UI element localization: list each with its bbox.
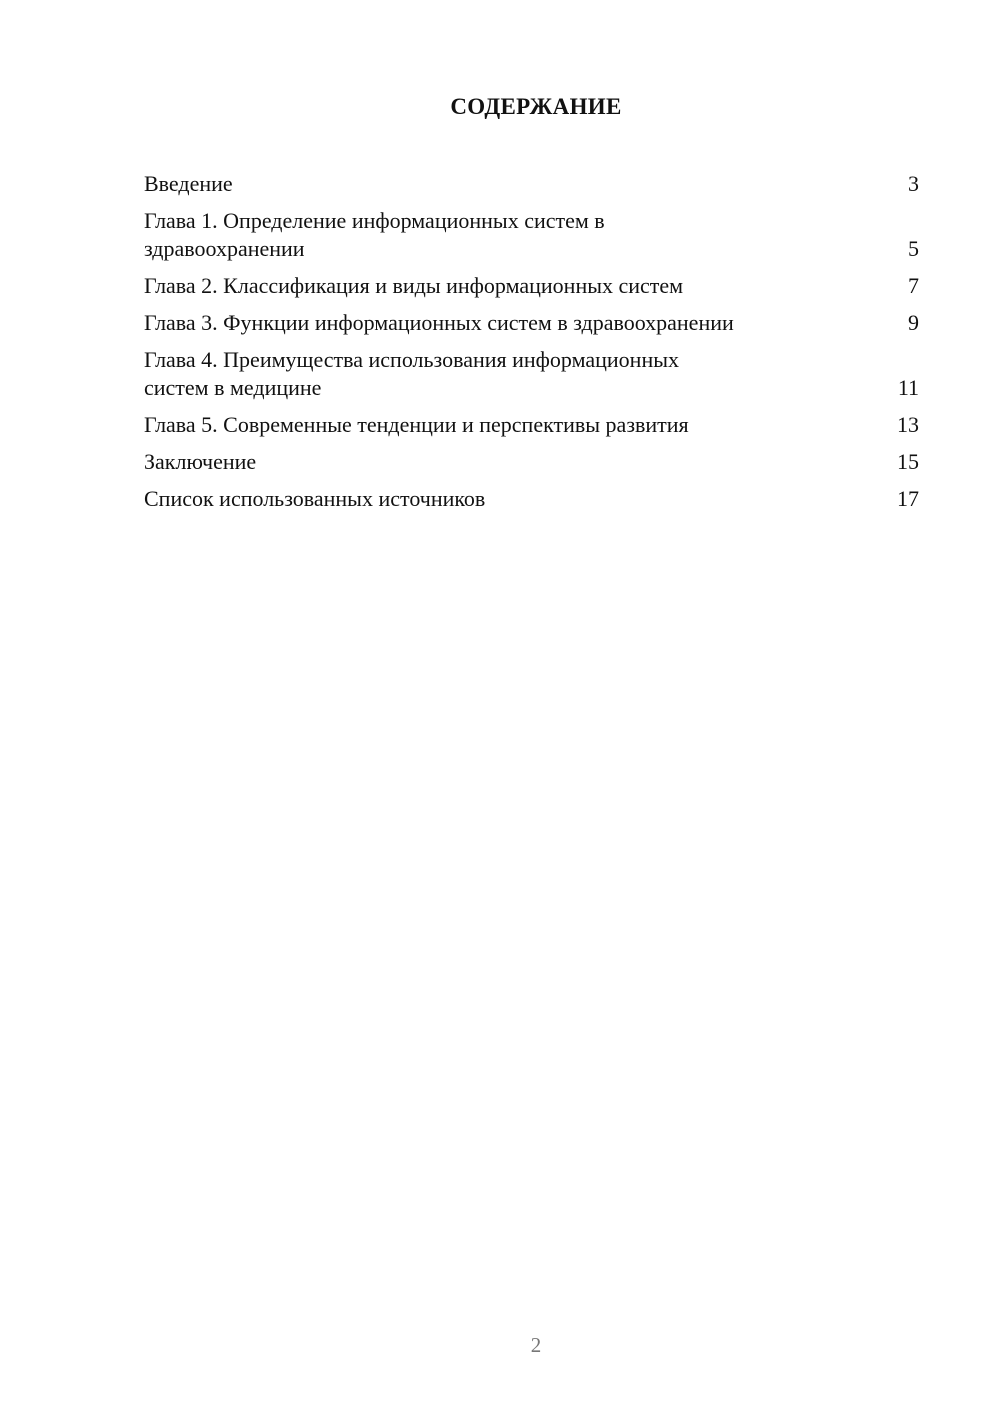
toc-entry-text: Глава 1. Определение информационных систем в здравоохранении xyxy=(144,208,605,261)
toc-entry-chapter-5 xyxy=(144,411,919,439)
toc-entry-page: 13 xyxy=(897,412,919,437)
toc-entry-page: 11 xyxy=(897,375,919,400)
toc-entry-chapter-4 xyxy=(144,346,919,402)
toc-entry-chapter-2 xyxy=(144,272,919,300)
toc-entry-text: Список использованных источников xyxy=(144,486,486,511)
toc-entry-text: Глава 5. Современные тенденции и перспективы развития xyxy=(144,412,689,437)
toc-entry-page: 7 xyxy=(908,273,919,298)
toc-entry-page: 17 xyxy=(897,486,919,511)
toc-entry-text: Введение xyxy=(144,171,233,196)
toc-entry-page: 5 xyxy=(908,236,919,261)
page-number: 2 xyxy=(530,1333,542,1357)
toc-entry-references xyxy=(144,485,919,513)
toc-entry-text: Глава 2. Классификация и виды информационных систем xyxy=(144,273,684,298)
toc-entry-text: Глава 4. Преимущества использования информационных систем в медицине xyxy=(144,347,680,400)
toc-entry-conclusion xyxy=(144,448,919,476)
toc-entry-text: Глава 3. Функции информационных систем в здравоохранении xyxy=(144,310,734,335)
toc-entry-page: 9 xyxy=(908,310,919,335)
toc-entry-page: 3 xyxy=(908,171,919,196)
table-of-contents xyxy=(144,170,919,522)
toc-entry-chapter-1 xyxy=(144,207,919,263)
toc-entry-page: 15 xyxy=(897,449,919,474)
toc-entry-chapter-3 xyxy=(144,309,919,337)
toc-title: СОДЕРЖАНИЕ xyxy=(450,94,622,119)
toc-entry-text: Заключение xyxy=(144,449,257,474)
toc-entry-introduction xyxy=(144,170,919,198)
